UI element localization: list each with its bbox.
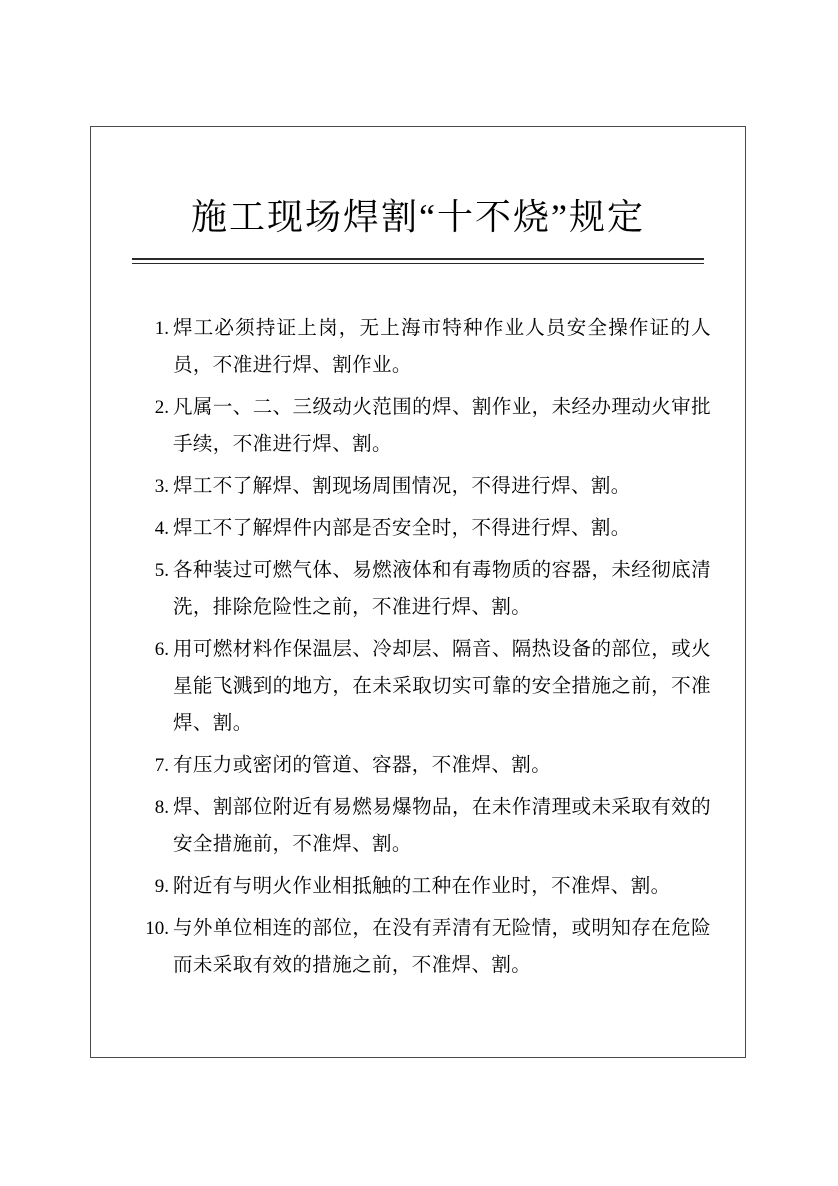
list-item	[135, 631, 711, 742]
list-item	[135, 389, 711, 463]
list-item	[135, 789, 711, 863]
list-item	[135, 747, 711, 784]
list-item	[135, 868, 711, 905]
clause-text: 焊、割部位附近有易燃易爆物品，在未作清理或未采取有效的安全措施前，不准焊、割。	[173, 797, 711, 855]
title-block	[91, 127, 745, 264]
clause-number: 10.	[145, 918, 169, 939]
clause-number: 4.	[154, 518, 169, 539]
clause-text: 与外单位相连的部位，在没有弄清有无险情，或明知存在危险而未采取有效的措施之前，不准焊、割。	[173, 918, 711, 976]
clause-text: 凡属一、二、三级动火范围的焊、割作业，未经办理动火审批手续，不准进行焊、割。	[173, 397, 711, 455]
clause-text: 焊工必须持证上岗，无上海市特种作业人员安全操作证的人员，不准进行焊、割作业。	[173, 318, 711, 376]
clause-number: 5.	[154, 560, 169, 581]
clause-text: 用可燃材料作保温层、冷却层、隔音、隔热设备的部位，或火星能飞溅到的地方，在未采取切实可靠的安全措施之前，不准焊、割。	[173, 639, 711, 734]
clause-text: 焊工不了解焊件内部是否安全时，不得进行焊、割。	[173, 518, 631, 539]
clause-text: 附近有与明火作业相抵触的工种在作业时，不准焊、割。	[173, 876, 671, 897]
clause-list	[91, 310, 745, 984]
list-item	[135, 510, 711, 547]
clause-number: 2.	[154, 397, 169, 418]
clause-text: 焊工不了解焊、割现场周围情况，不得进行焊、割。	[173, 476, 631, 497]
list-item	[135, 468, 711, 505]
clause-number: 9.	[154, 876, 169, 897]
clause-number: 8.	[154, 797, 169, 818]
clause-text: 各种装过可燃气体、易燃液体和有毒物质的容器，未经彻底清洗，排除危险性之前，不准进行焊、割。	[173, 560, 711, 618]
document-frame	[90, 126, 746, 1058]
title-divider	[132, 258, 704, 264]
page-title: 施工现场焊割“十不烧”规定	[191, 197, 645, 237]
list-item	[135, 552, 711, 626]
list-item	[135, 910, 711, 984]
list-item	[135, 310, 711, 384]
divider-line-thin	[132, 263, 704, 264]
clause-number: 3.	[154, 476, 169, 497]
divider-line-thick	[132, 258, 704, 260]
clause-number: 6.	[154, 639, 169, 660]
clause-text: 有压力或密闭的管道、容器，不准焊、割。	[173, 755, 552, 776]
clause-number: 1.	[154, 318, 169, 339]
clause-number: 7.	[154, 755, 169, 776]
